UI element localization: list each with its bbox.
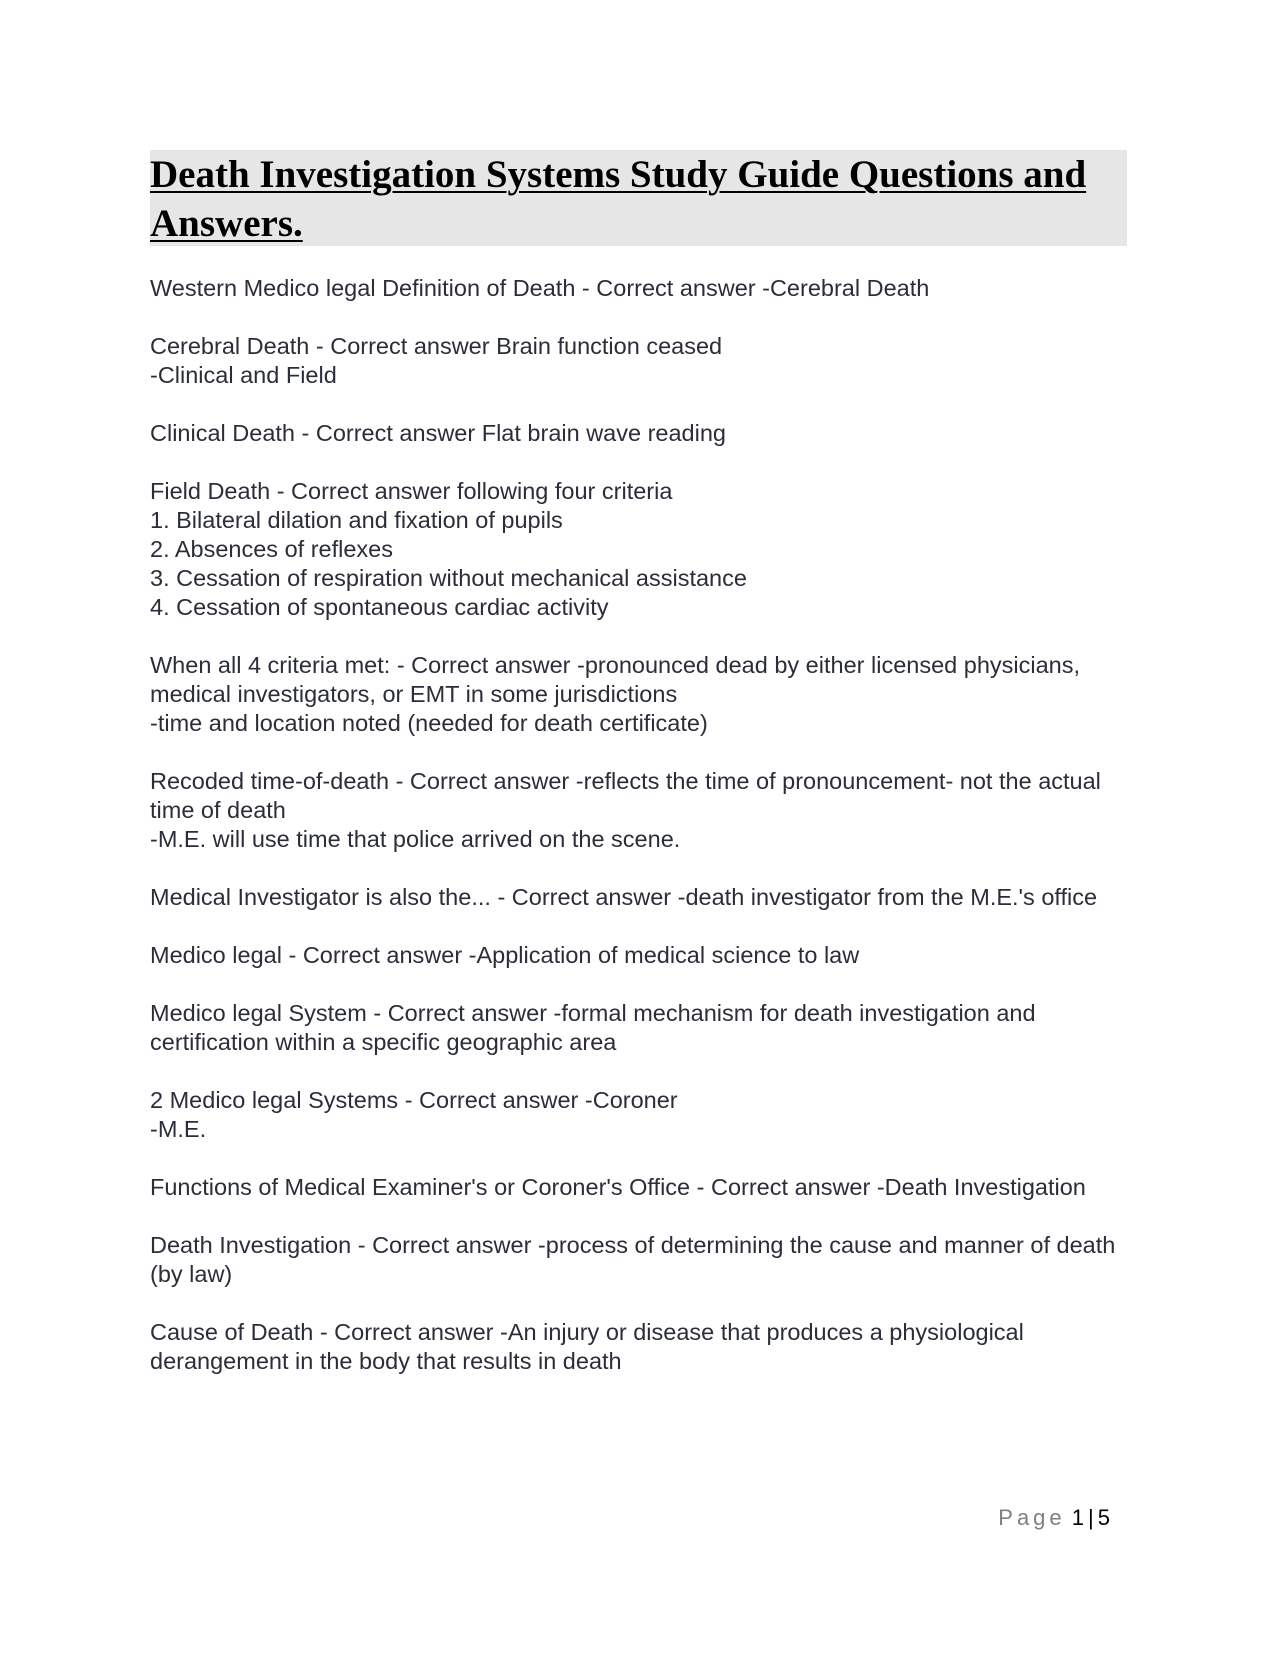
qa-entry-line: Field Death - Correct answer following four criteria: [150, 478, 673, 504]
qa-entry-line: Death Investigation - Correct answer -process of determining the cause and manner of death (by law): [150, 1232, 1122, 1287]
qa-entry-line: -time and location noted (needed for death certificate): [150, 710, 708, 736]
qa-entry-line: Recoded time-of-death - Correct answer -reflects the time of pronouncement- not the actual time of death: [150, 768, 1108, 823]
qa-entry-line: 4. Cessation of spontaneous cardiac activity: [150, 594, 609, 620]
qa-entry-line: 1. Bilateral dilation and fixation of pupils: [150, 507, 563, 533]
qa-entry-line: Cause of Death - Correct answer -An injury or disease that produces a physiological derangement in the body that results in death: [150, 1319, 1031, 1374]
qa-entry: [150, 419, 1127, 448]
qa-entry-line: Medical Investigator is also the... - Correct answer -death investigator from the M.E.'s office: [150, 884, 1098, 910]
qa-entry: [150, 883, 1127, 912]
qa-entry-line: Western Medico legal Definition of Death - Correct answer -Cerebral Death: [150, 275, 930, 301]
qa-entry-line: Functions of Medical Examiner's or Coroner's Office - Correct answer -Death Investigation: [150, 1174, 1086, 1200]
qa-entry: [150, 1231, 1127, 1289]
qa-entry: [150, 1318, 1127, 1376]
qa-entry: [150, 1086, 1127, 1144]
qa-entry: [150, 767, 1127, 854]
qa-entry-line: When all 4 criteria met: - Correct answer -pronounced dead by either licensed physicians, medical investigators, or EMT in some jurisdictions: [150, 652, 1087, 707]
page-separator: |: [1088, 1505, 1094, 1530]
qa-content: [150, 274, 1127, 1405]
qa-entry: [150, 999, 1127, 1057]
qa-entry-line: -Clinical and Field: [150, 362, 337, 388]
qa-entry: [150, 1173, 1127, 1202]
page-footer: [970, 1505, 1110, 1531]
title-block: [150, 150, 1127, 246]
qa-entry-line: -M.E.: [150, 1116, 207, 1142]
current-page-number: 1: [1071, 1505, 1085, 1530]
qa-entry-line: Cerebral Death - Correct answer Brain function ceased: [150, 333, 723, 359]
qa-entry-line: 3. Cessation of respiration without mechanical assistance: [150, 565, 747, 591]
page-label: Page: [998, 1505, 1066, 1530]
qa-entry: [150, 332, 1127, 390]
qa-entry: [150, 274, 1127, 303]
qa-entry-line: 2 Medico legal Systems - Correct answer -Coroner: [150, 1087, 678, 1113]
total-pages-number: 5: [1097, 1505, 1110, 1530]
qa-entry: [150, 941, 1127, 970]
qa-entry: [150, 477, 1127, 622]
qa-entry-line: Clinical Death - Correct answer Flat brain wave reading: [150, 420, 726, 446]
qa-entry-line: -M.E. will use time that police arrived on the scene.: [150, 826, 681, 852]
qa-entry-line: Medico legal System - Correct answer -formal mechanism for death investigation and certification within a specific geographic area: [150, 1000, 1043, 1055]
qa-entry-line: Medico legal - Correct answer -Application of medical science to law: [150, 942, 860, 968]
document-title: Death Investigation Systems Study Guide Questions and Answers.: [150, 153, 1087, 245]
qa-entry-line: 2. Absences of reflexes: [150, 536, 393, 562]
qa-entry: [150, 651, 1127, 738]
